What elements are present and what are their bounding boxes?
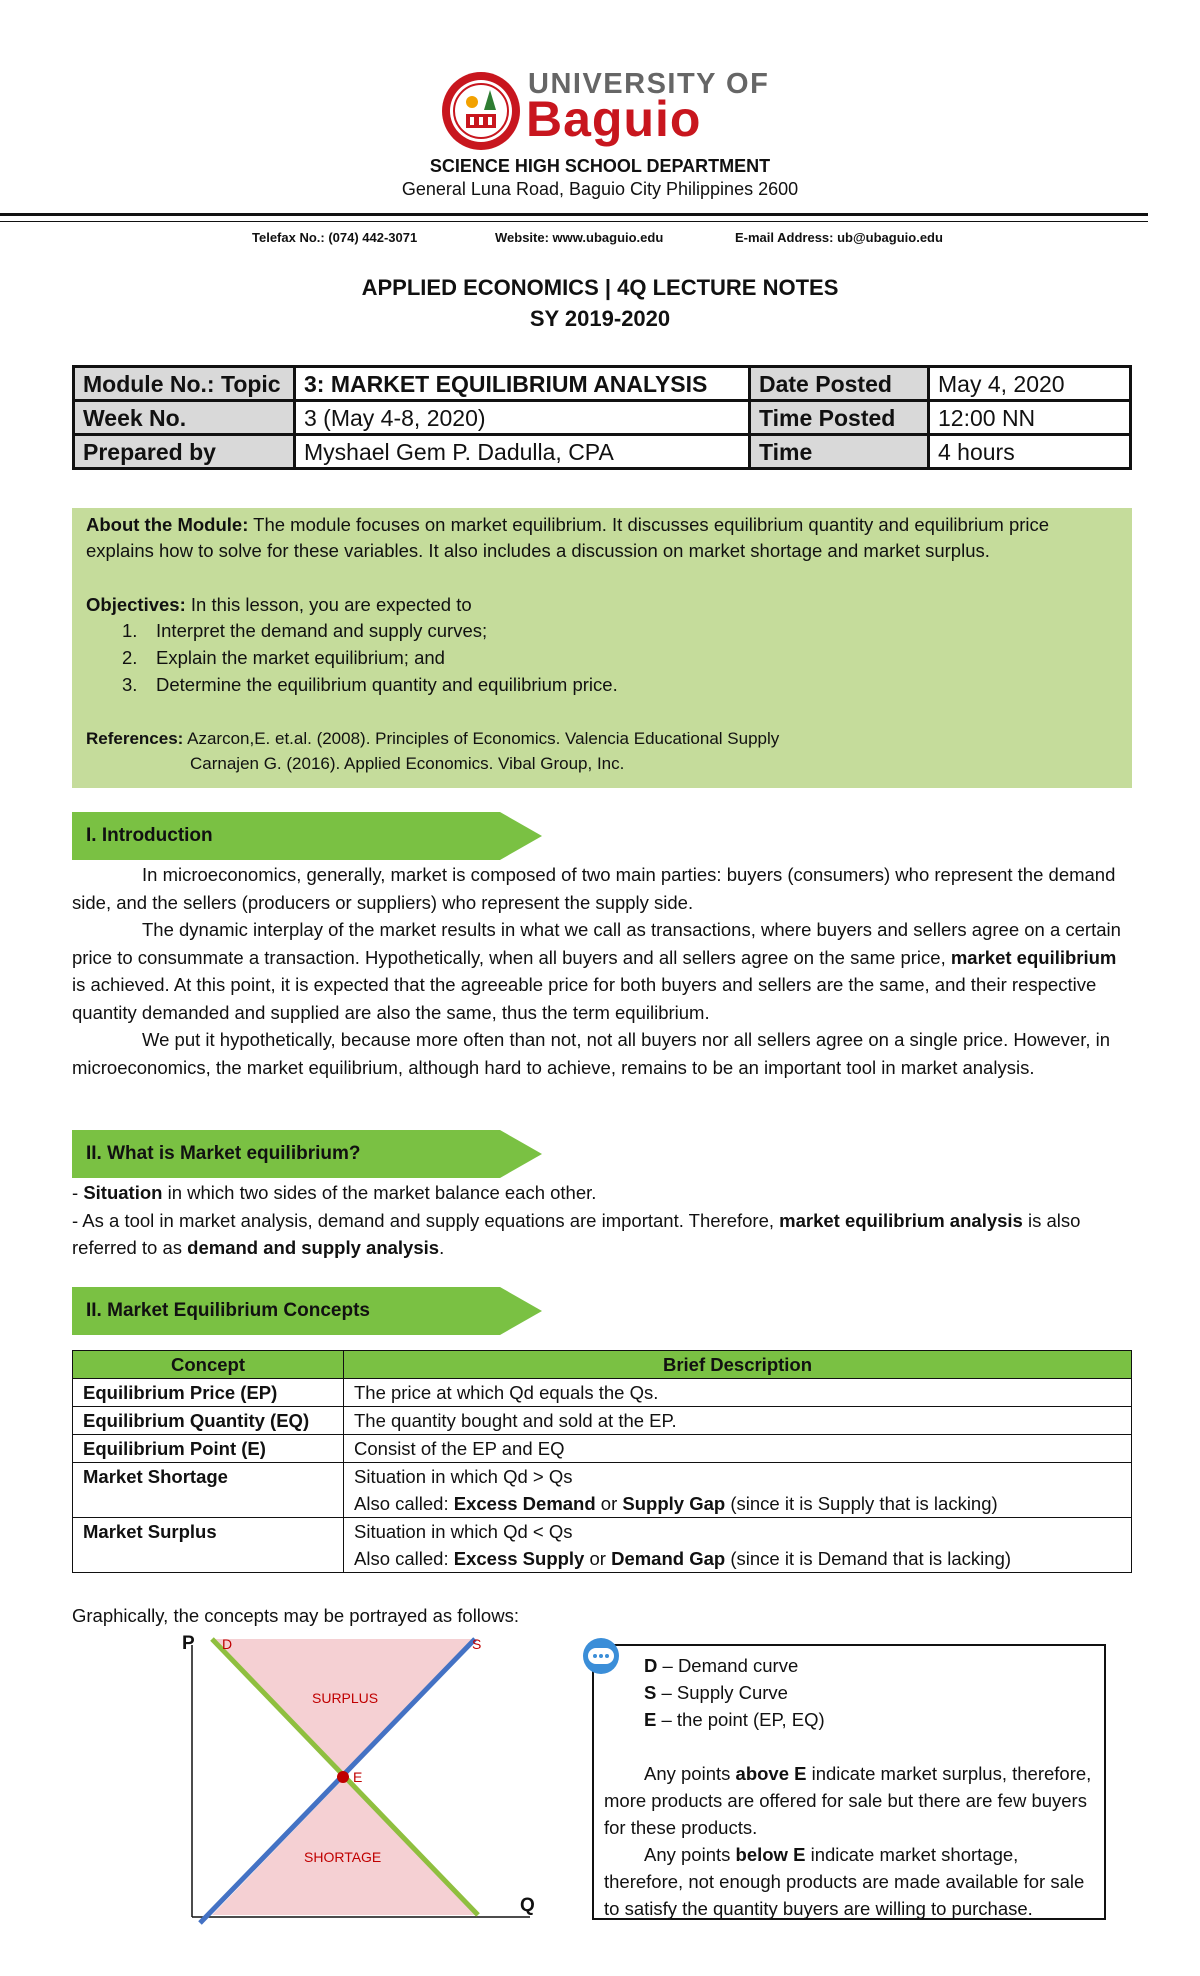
date-posted-value: May 4, 2020 [929, 367, 1131, 401]
shortage-label: SHORTAGE [304, 1849, 382, 1865]
prepared-value: Myshael Gem P. Dadulla, CPA [295, 435, 750, 469]
week-row [74, 401, 1131, 435]
reference-2: Carnajen G. (2016). Applied Economics. Vibal Group, Inc. [190, 754, 625, 773]
legend-s: S – Supply Curve [644, 1682, 788, 1703]
section-concepts-header: II. Market Equilibrium Concepts [72, 1287, 542, 1335]
section-what-header: II. What is Market equilibrium? [72, 1130, 542, 1178]
what-line-1: - Situation in which two sides of the market balance each other. [72, 1182, 597, 1203]
concepts-table [72, 1350, 1132, 1573]
objective-item: 1. Interpret the demand and supply curves; [122, 620, 488, 641]
prepared-label: Prepared by [74, 435, 295, 469]
time-label: Time [750, 435, 929, 469]
time-value: 4 hours [929, 435, 1131, 469]
document-title: APPLIED ECONOMICS | 4Q LECTURE NOTES [361, 275, 839, 300]
department-name: SCIENCE HIGH SCHOOL DEPARTMENT [429, 156, 771, 176]
date-posted-label: Date Posted [750, 367, 929, 401]
about-label: About the Module: [86, 514, 249, 535]
section-introduction-header: I. Introduction [72, 812, 542, 860]
what-line-2: - As a tool in market analysis, demand and supply equations are important. Therefore, market equilibrium analysis is also referred to as demand and supply analysis. [72, 1209, 1081, 1258]
intro-paragraph-3: We put it hypothetically, because more often than not, not all buyers nor all sellers agree on a single price. However, in microeconomics, the market equilibrium, although hard to achieve, remains to be an important tool in market analysis. [72, 1029, 1111, 1078]
school-year: SY 2019-2020 [529, 306, 671, 331]
reference-1: References: Azarcon,E. et.al. (2008). Principles of Economics. Valencia Educational Supply [86, 729, 780, 748]
legend-d: D – Demand curve [644, 1655, 799, 1676]
university-name-line1: UNIVERSITY OF [528, 68, 770, 100]
introduction-text [72, 861, 1132, 1081]
about-text: About the Module: The module focuses on market equilibrium. It discusses equilibrium quantity and equilibrium price explains how to solve for these variables. It also includes a discussion on market shortage and market surplus. [86, 514, 1050, 561]
telefax: Telefax No.: (074) 442-3071 [252, 230, 418, 245]
what-text [72, 1179, 1132, 1262]
equilibrium-point [337, 1771, 349, 1783]
about-module-box [72, 508, 1132, 788]
table-row: Market Shortage Situation in which Qd > Qs Also called: Excess Demand or Supply Gap (since it is Supply that is lacking) [73, 1463, 1132, 1518]
legend-shortage-note: Any points below E indicate market shortage, therefore, not enough products are made available for sale to satisfy the quantity buyers are willing to purchase. [604, 1844, 1085, 1919]
e-label: E [353, 1769, 363, 1785]
week-value: 3 (May 4-8, 2020) [295, 401, 750, 435]
table-row: Market Surplus Situation in which Qd < Qs Also called: Excess Supply or Demand Gap (since it is Demand that is lacking) [73, 1518, 1132, 1573]
intro-paragraph-2: The dynamic interplay of the market results in what we call as transactions, where buyers and sellers agree on a certain price to consummate a transaction. Hypothetically, when all buyers and all sellers agree on the same price, market equilibrium is achieved. At this point, it is expected that the agreeable price for both buyers and sellers are the same, and their respective quantity demanded and supplied are also the same, thus the term equilibrium. [72, 919, 1121, 1023]
surplus-region [212, 1639, 478, 1777]
surplus-label: SURPLUS [312, 1690, 379, 1706]
table-row: Equilibrium Quantity (EQ) The quantity bought and sold at the EP. [73, 1407, 1132, 1435]
legend-e: E – the point (EP, EQ) [644, 1709, 825, 1730]
module-info-table [72, 365, 1132, 470]
week-label: Week No. [74, 401, 295, 435]
table-row: Equilibrium Price (EP) The price at which Qd equals the Qs. [73, 1379, 1132, 1407]
objective-item: 2. Explain the market equilibrium; and [122, 647, 445, 668]
header-rule-thin [0, 221, 1148, 222]
d-label: D [222, 1636, 233, 1652]
concepts-header-row [73, 1351, 1132, 1379]
email: E-mail Address: ub@ubaguio.edu [735, 230, 943, 245]
module-value: 3: MARKET EQUILIBRIUM ANALYSIS [295, 367, 750, 401]
time-posted-label: Time Posted [750, 401, 929, 435]
objectives-heading: Objectives: In this lesson, you are expected to [86, 594, 472, 615]
description-header: Brief Description [344, 1351, 1132, 1379]
supply-demand-graph [170, 1635, 570, 1925]
website: Website: www.ubaguio.edu [495, 230, 664, 245]
q-axis-label: Q [520, 1895, 535, 1916]
objective-item: 3. Determine the equilibrium quantity and equilibrium price. [122, 674, 618, 695]
table-row: Equilibrium Point (E) Consist of the EP and EQ [73, 1435, 1132, 1463]
address: General Luna Road, Baguio City Philippines 2600 [401, 179, 799, 199]
module-row [74, 367, 1131, 401]
time-posted-value: 12:00 NN [929, 401, 1131, 435]
university-seal-icon [440, 70, 522, 152]
speech-bubble-icon [580, 1636, 622, 1678]
concept-header: Concept [73, 1351, 344, 1379]
s-label: S [472, 1636, 482, 1652]
header-rule [0, 213, 1148, 216]
prepared-row [74, 435, 1131, 469]
module-label: Module No.: Topic [74, 367, 295, 401]
university-name-line2: Baguio [526, 91, 702, 147]
legend-surplus-note: Any points above E indicate market surplus, therefore, more products are offered for sale but there are few buyers for these products. [604, 1763, 1092, 1838]
graph-legend-box [592, 1644, 1106, 1920]
shortage-region [212, 1777, 478, 1915]
intro-paragraph-1: In microeconomics, generally, market is composed of two main parties: buyers (consumers) who represent the demand side, and the sellers (producers or suppliers) who represent the supply side. [72, 864, 1116, 913]
p-axis-label: P [182, 1635, 195, 1654]
graph-intro: Graphically, the concepts may be portrayed as follows: [72, 1605, 519, 1626]
